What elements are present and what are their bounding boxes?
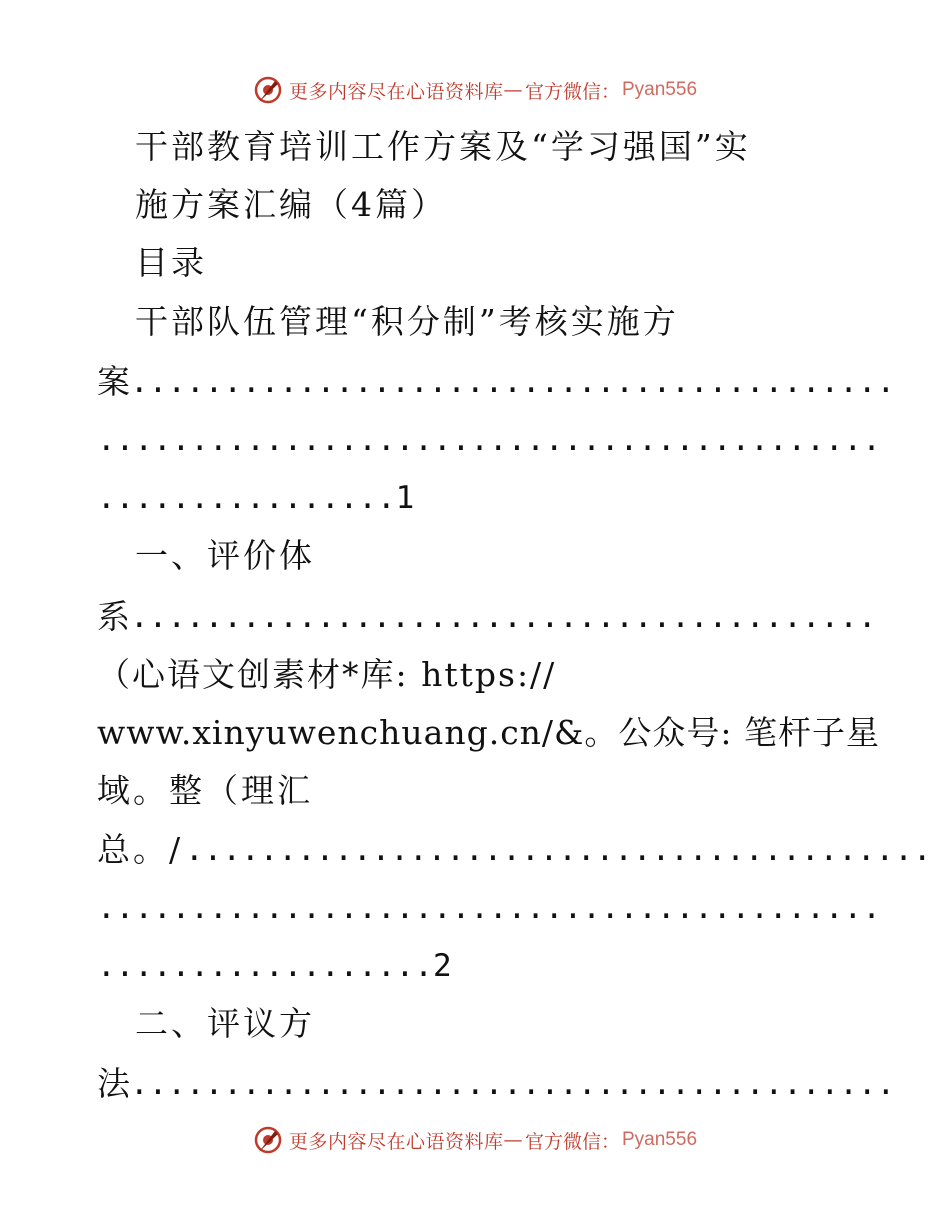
toc-entry-1-leader-3: ................1 [97, 480, 415, 516]
banner-text: 更多内容尽在心语资料库 [288, 80, 504, 103]
footer-banner [0, 1120, 950, 1160]
banner-wechat-id: Pyan556 [622, 79, 698, 100]
toc-entry-1-title: 干部队伍管理“积分制”考核实施方 [135, 302, 679, 341]
document-title-line-1: 干部教育培训工作方案及“学习强国”实 [135, 127, 751, 166]
toc-entry-2-leader-3: .......................................... [97, 890, 881, 926]
banner-dash: — [503, 79, 523, 101]
toc-entry-2-leader-1: ........................................ [130, 599, 877, 635]
toc-entry-2-leader-4: ..................2 [97, 948, 452, 984]
banner-dash: — [503, 1129, 523, 1151]
source-note-line-3: 域。整（理汇 [97, 771, 313, 810]
toc-entry-3-title: 二、评议方 [135, 1004, 315, 1043]
quill-logo-icon [253, 1125, 283, 1155]
banner-wechat-id: Pyan556 [622, 1129, 698, 1150]
toc-entry-1-leader-2: .......................................... [97, 422, 881, 458]
toc-entry-1-prefix: 案 [97, 362, 133, 401]
source-note-line-2: www.xinyuwenchuang.cn/&。公众号: 笔杆子星 [97, 713, 881, 752]
toc-entry-3-prefix: 法 [97, 1064, 133, 1103]
toc-entry-1-leader-1: ......................................... [130, 364, 896, 400]
banner-wechat-label: 官方微信： [524, 80, 620, 103]
toc-entry-2-page: 2 [432, 948, 452, 984]
toc-entry-1-page: 1 [395, 480, 415, 516]
toc-entry-3-leader-1: ......................................... [130, 1066, 896, 1102]
quill-logo-icon [253, 75, 283, 105]
toc-entry-2-prefix-2: 总。/ [97, 830, 184, 869]
toc-entry-2-prefix: 系 [97, 597, 133, 636]
toc-entry-2-title: 一、评价体 [135, 536, 315, 575]
toc-heading: 目录 [135, 243, 207, 282]
banner-wechat-label: 官方微信： [524, 1130, 620, 1153]
header-banner [0, 70, 950, 110]
document-title-line-2: 施方案汇编（4篇） [135, 185, 447, 224]
banner-text: 更多内容尽在心语资料库 [288, 1130, 504, 1153]
toc-entry-2-leader-2: ........................................ [185, 832, 932, 868]
source-note-line-1: （心语文创素材*库: https:// [97, 655, 557, 694]
